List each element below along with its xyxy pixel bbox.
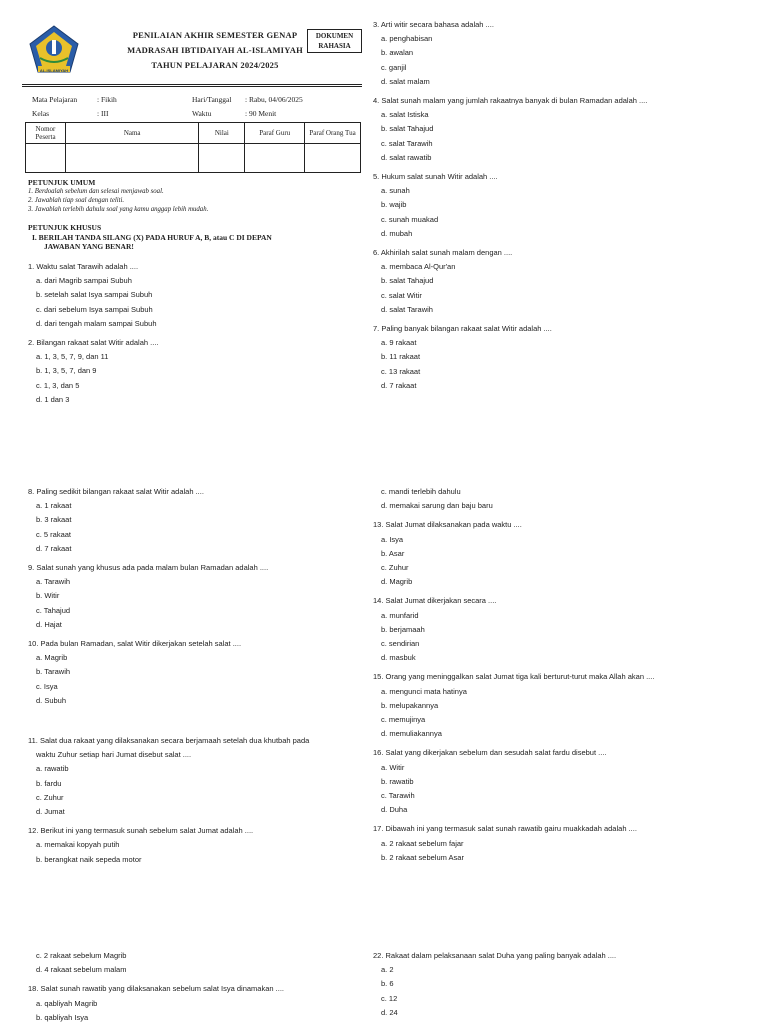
answer-option[interactable]: b. qabliyah Isya [36,1012,89,1022]
answer-option[interactable]: a. 2 [381,965,394,975]
student-info-table [25,122,361,173]
answer-option[interactable]: b. fardu [36,778,62,788]
question-text: 18. Salat sunah rawatib yang dilaksanakan sebelum salat Isya dinamakan .... [28,984,284,994]
answer-option[interactable]: b. berangkat naik sepeda motor [36,854,142,864]
answer-option[interactable]: b. berjamaah [381,624,425,634]
answer-option[interactable]: c. 1, 3, dan 5 [36,380,80,390]
question-text: 1. Waktu salat Tarawih adalah .... [28,262,139,271]
name-cell[interactable] [65,144,199,173]
answer-option[interactable]: c. ganjil [381,62,407,72]
time-label: Waktu [192,109,212,118]
answer-option[interactable]: c. Isya [36,681,58,691]
day-value: : Rabu, 04/06/2025 [245,95,303,104]
question-text: 15. Orang yang meninggalkan salat Jumat tiga kali berturut-turut maka Allah akan .... [373,672,655,682]
answer-option[interactable]: d. masbuk [381,653,416,663]
answer-option[interactable]: b. 3 rakaat [36,515,72,525]
question-text: 7. Paling banyak bilangan rakaat salat Witir adalah .... [373,324,552,334]
answer-option[interactable]: d. 7 rakaat [36,543,72,553]
general-instruction-2: 2. Jawablah tiap soal dengan teliti. [28,197,125,204]
number-cell[interactable] [26,144,66,173]
day-label: Hari/Tanggal [192,95,232,104]
question-text: 4. Salat sunah malam yang jumlah rakaatnya banyak di bulan Ramadan adalah .... [373,96,648,106]
answer-option[interactable]: d. 1 dan 3 [36,394,70,404]
answer-option[interactable]: c. salat Witir [381,290,422,300]
subject-label: Mata Pelajaran [32,95,78,104]
col-header-number: Nomor Peserta [26,123,66,144]
question-text: 5. Hukum salat sunah Witir adalah .... [373,172,498,182]
answer-option[interactable]: b. Tarawih [36,667,71,677]
answer-option[interactable]: d. salat Tarawih [381,304,433,314]
answer-option[interactable]: c. 5 rakaat [36,529,72,539]
answer-option[interactable]: a. qabliyah Magrib [36,998,98,1008]
special-instruction-line1: I. BERILAH TANDA SILANG (X) PADA HURUF A, B, atau C DI DEPAN [32,233,272,242]
answer-option[interactable]: c. memujinya [381,715,426,725]
answer-option[interactable]: b. wajib [381,200,407,210]
page2-right-column [373,485,753,870]
answer-option[interactable]: d. mubah [381,228,413,238]
school-name: MADRASAH IBTIDAIYAH AL-ISLAMIYAH [127,45,303,55]
answer-option[interactable]: b. Asar [381,548,405,558]
answer-option[interactable]: b. awalan [381,48,414,58]
question-text: 16. Salat yang dikerjakan sebelum dan sesudah salat fardu disebut .... [373,748,607,758]
general-instructions-title: PETUNJUK UMUM [28,178,96,187]
answer-option[interactable]: c. sunah muakad [381,214,439,224]
question-text: 10. Pada bulan Ramadan, salat Witir dikerjakan setelah salat .... [28,639,242,649]
answer-option[interactable]: d. 24 [381,1007,398,1017]
answer-option[interactable]: d. memakai sarung dan baju baru [381,501,493,511]
answer-option[interactable]: c. Zuhur [381,563,409,573]
answer-option[interactable]: c. 13 rakaat [381,366,421,376]
answer-option[interactable]: a. 9 rakaat [381,338,417,348]
logo-label: AL-ISLAMIYAH [39,68,69,73]
question-text: 14. Salat Jumat dikerjakan secara .... [373,596,497,606]
question-text: 8. Paling sedikit bilangan rakaat salat Witir adalah .... [28,487,204,496]
answer-option[interactable]: a. penghabisan [381,34,433,44]
question-text-continued: waktu Zuhur setiap hari Jumat disebut salat .... [36,750,192,760]
confidential-label-2: RAHASIA [318,42,351,50]
class-value: : III [97,109,109,118]
answer-option[interactable]: d. salat malam [381,76,430,86]
answer-option[interactable]: b. salat Tahajud [381,276,434,286]
answer-option[interactable]: a. 1 rakaat [36,501,72,511]
answer-option[interactable]: a. Tarawih [36,577,71,587]
answer-option[interactable]: a. Magrib [36,653,68,663]
general-instruction-3: 3. Jawablah terlebih dahulu soal yang kamu anggap lebih mudah. [28,206,209,213]
answer-option[interactable]: b. rawatib [381,776,414,786]
answer-option[interactable]: d. dari tengah malam sampai Subuh [36,318,157,328]
col-header-name: Nama [65,123,199,144]
answer-option[interactable]: d. 7 rakaat [381,380,417,390]
answer-option[interactable]: d. Hajat [36,619,62,629]
answer-option[interactable]: a. Isya [381,534,404,544]
confidential-badge [307,29,362,53]
answer-option[interactable]: a. mengunci mata hatinya [381,686,467,696]
teacher-sign-cell[interactable] [245,144,305,173]
answer-option[interactable]: c. dari sebelum Isya sampai Subuh [36,304,153,314]
header-divider [22,84,362,85]
exam-title: PENILAIAN AKHIR SEMESTER GENAP [132,30,298,40]
class-label: Kelas [32,109,50,118]
answer-option[interactable]: b. melupakannya [381,700,439,710]
question-text: 9. Salat sunah yang khusus ada pada malam bulan Ramadan adalah .... [28,563,269,573]
answer-option[interactable]: a. memakai kopyah putih [36,840,120,850]
answer-option[interactable]: d. Magrib [381,577,413,587]
answer-option[interactable]: c. Tarawih [381,791,415,801]
question-text: 2. Bilangan rakaat salat Witir adalah .... [28,338,159,348]
header-divider-2 [22,86,362,87]
answer-option[interactable]: a. salat Istiska [381,110,429,120]
answer-option[interactable]: d. Jumat [36,807,65,817]
general-instruction-1: 1. Berdoalah sebelum dan selesai menjawab soal. [28,188,164,195]
answer-option[interactable]: a. sunah [381,186,410,196]
answer-option[interactable]: d. memuliakannya [381,729,442,739]
special-instruction-line2: JAWABAN YANG BENAR! [44,242,134,251]
answer-option[interactable]: c. mandi terlebih dahulu [381,487,461,496]
question-text: 22. Rakaat dalam pelaksanaan salat Duha yang paling banyak adalah .... [373,951,617,960]
page1-left-column [28,260,348,412]
question-text: 12. Berikut ini yang termasuk sunah sebelum salat Jumat adalah .... [28,826,254,836]
answer-option[interactable]: c. 2 rakaat sebelum Magrib [36,951,127,960]
answer-option[interactable]: b. 11 rakaat [381,352,421,362]
page3-left-column [28,949,348,1024]
answer-option[interactable]: b. 2 rakaat sebelum Asar [381,852,464,862]
question-text: 6. Akhirilah salat sunah malam dengan .... [373,248,513,258]
answer-option[interactable]: c. 12 [381,993,398,1003]
answer-option[interactable]: a. dari Magrib sampai Subuh [36,276,132,286]
answer-option[interactable]: b. 1, 3, 5, 7, dan 9 [36,366,97,376]
page2-left-column [28,485,348,872]
col-header-score: Nilai [199,123,245,144]
answer-option[interactable]: a. munfarid [381,610,419,620]
answer-option[interactable]: c. sendirian [381,639,420,649]
subject-value: : Fikih [97,95,117,104]
question-text: 17. Dibawah ini yang termasuk salat sunah rawatib gairu muakkadah adalah .... [373,824,637,834]
academic-year: TAHUN PELAJARAN 2024/2025 [151,60,279,70]
answer-option[interactable]: c. salat Tarawih [381,138,433,148]
answer-option[interactable]: d. 4 rakaat sebelum malam [36,965,127,975]
answer-option[interactable]: a. 1, 3, 5, 7, 9, dan 11 [36,352,109,362]
page1-right-column [373,18,753,398]
time-value: : 90 Menit [245,109,277,118]
parent-sign-cell[interactable] [305,144,361,173]
answer-option[interactable]: a. Witir [381,762,405,772]
answer-option[interactable]: b. setelah salat Isya sampai Subuh [36,290,153,300]
answer-option[interactable]: a. 2 rakaat sebelum fajar [381,838,464,848]
answer-option[interactable]: d. Duha [381,805,408,815]
col-header-parent-sign: Paraf Orang Tua [305,123,361,144]
answer-option[interactable]: c. Tahajud [36,605,71,615]
answer-option[interactable]: d. salat rawatib [381,152,432,162]
page3-right-column [373,949,753,1024]
question-text: 11. Salat dua rakaat yang dilaksanakan secara berjamaah setelah dua khutbah pada [28,736,310,746]
question-text: 13. Salat Jumat dilaksanakan pada waktu .... [373,520,522,530]
answer-option[interactable]: a. membaca Al-Qur'an [381,262,456,272]
answer-option[interactable]: b. Witir [36,591,60,601]
confidential-label-1: DOKUMEN [315,32,354,40]
question-text: 3. Arti witir secara bahasa adalah .... [373,20,494,29]
answer-option[interactable]: a. rawatib [36,764,69,774]
answer-option[interactable]: b. 6 [381,979,394,989]
answer-option[interactable]: b. salat Tahajud [381,124,434,134]
special-instructions-title: PETUNJUK KHUSUS [28,223,102,232]
answer-option[interactable]: d. Subuh [36,695,67,705]
score-cell[interactable] [199,144,245,173]
answer-option[interactable]: c. Zuhur [36,792,64,802]
col-header-teacher-sign: Paraf Guru [245,123,305,144]
